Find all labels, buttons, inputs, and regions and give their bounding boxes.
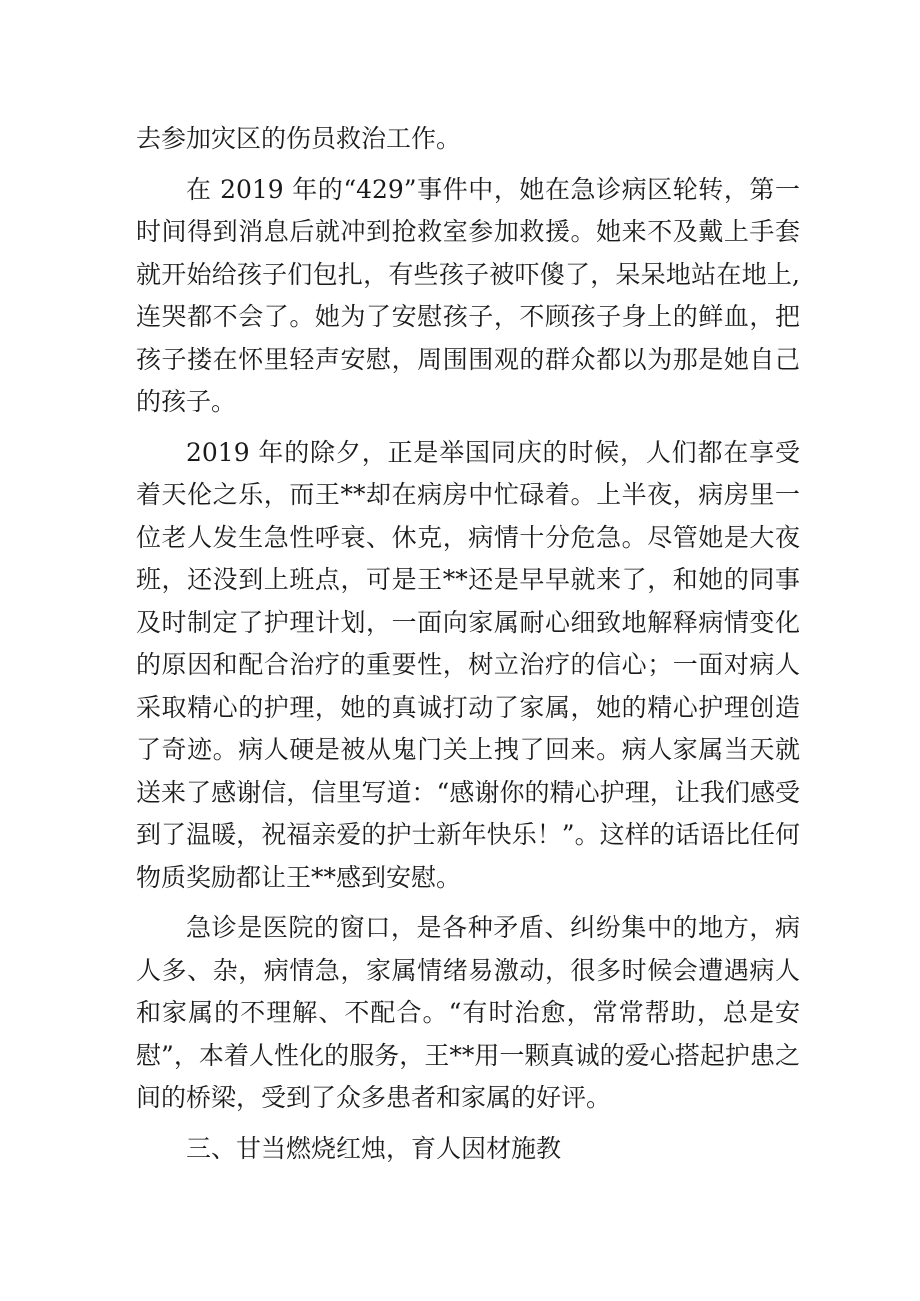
paragraph-2: 在 2019 年的“429”事件中，她在急诊病区轮转，第一时间得到消息后就冲到抢救室参加救援。她来不及戴上手套就开始给孩子们包扎，有些孩子被吓傻了，呆呆地站在地上,连哭都不会了。她为了安慰孩子，不顾孩子身上的鲜血，把孩子搂在怀里轻声安慰，周围围观的群众都以为那是她自己的孩子。 <box>136 174 800 416</box>
paragraph-1: 去参加灾区的伤员救治工作。 <box>136 124 462 153</box>
paragraph-3: 2019 年的除夕，正是举国同庆的时候，人们都在享受着天伦之乐，而王**却在病房中忙碌着。上半夜，病房里一位老人发生急性呼衰、休克，病情十分危急。尽管她是大夜班，还没到上班点，可是王**还是早早就来了，和她的同事及时制定了护理计划，一面向家属耐心细致地解释病情变化的原因和配合治疗的重要性，树立治疗的信心；一面对病人采取精心的护理，她的真诚打动了家属，她的精心护理创造了奇迹。病人硬是被从鬼门关上拽了回来。病人家属当天就送来了感谢信，信里写道：“感谢你的精心护理，让我们感受到了温暖，祝福亲爱的护士新年快乐！”。这样的话语比任何物质奖励都让王**感到安慰。 <box>136 437 800 892</box>
section-heading: 三、甘当燃烧红烛，育人因材施教 <box>186 1133 562 1163</box>
document-body <box>136 118 800 1170</box>
paragraph-4: 急诊是医院的窗口，是各种矛盾、纠纷集中的地方，病人多、杂，病情急，家属情绪易激动，很多时候会遭遇病人和家属的不理解、不配合。“有时治愈，常常帮助，总是安慰”，本着人性化的服务，王**用一颗真诚的爱心搭起护患之间的桥梁，受到了众多患者和家属的好评。 <box>136 913 800 1112</box>
